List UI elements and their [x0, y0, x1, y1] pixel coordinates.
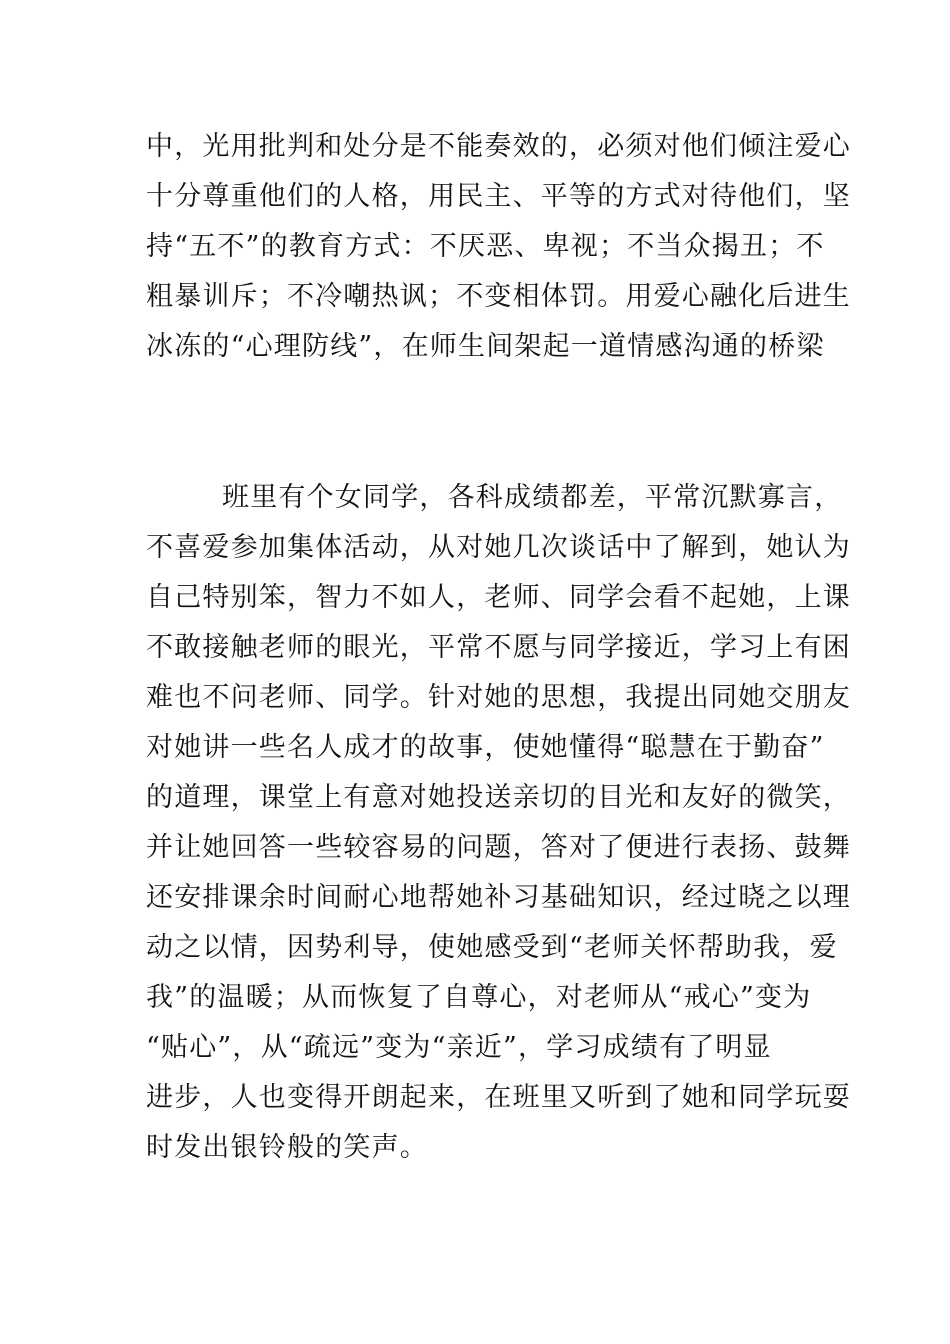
text-line: 对她讲一些名人成才的故事，使她懂得“聪慧在于勤奋”	[146, 732, 825, 763]
text-line: 时发出银铃般的笑声。	[146, 1132, 428, 1163]
text-line: 冰冻的“心理防线”，在师生间架起一道情感沟通的桥梁	[146, 331, 825, 362]
text-line: “贴心”，从“疏远”变为“亲近”，学习成绩有了明显	[146, 1032, 772, 1063]
text-line: 我”的温暖；从而恢复了自尊心，对老师从“戒心”变为	[146, 982, 812, 1013]
text-line: 进步，人也变得开朗起来，在班里又听到了她和同学玩耍	[146, 1082, 851, 1113]
text-line: 持“五不”的教育方式：不厌恶、卑视；不当众揭丑；不	[146, 231, 825, 262]
text-line: 中，光用批判和处分是不能奏效的，必须对他们倾注爱心	[146, 131, 851, 162]
text-line: 粗暴训斥；不冷嘲热讽；不变相体罚。用爱心融化后进生	[146, 281, 851, 312]
text-line: 不敢接触老师的眼光，平常不愿与同学接近，学习上有困	[146, 632, 851, 663]
text-line: 难也不问老师、同学。针对她的思想，我提出同她交朋友	[146, 682, 851, 713]
text-line: 还安排课余时间耐心地帮她补习基础知识，经过晓之以理	[146, 882, 851, 913]
text-line: 的道理，课堂上有意对她投送亲切的目光和友好的微笑，	[146, 782, 851, 813]
text-line: 动之以情，因势利导，使她感受到“老师关怀帮助我，爱	[146, 932, 838, 963]
text-line: 十分尊重他们的人格，用民主、平等的方式对待他们，坚	[146, 181, 851, 212]
text-line: 不喜爱参加集体活动，从对她几次谈话中了解到，她认为	[146, 532, 851, 563]
text-line: 并让她回答一些较容易的问题，答对了便进行表扬、鼓舞	[146, 832, 851, 863]
text-line: 班里有个女同学，各科成绩都差，平常沉默寡言，	[222, 482, 843, 513]
text-line: 自己特别笨，智力不如人，老师、同学会看不起她，上课	[146, 582, 851, 613]
